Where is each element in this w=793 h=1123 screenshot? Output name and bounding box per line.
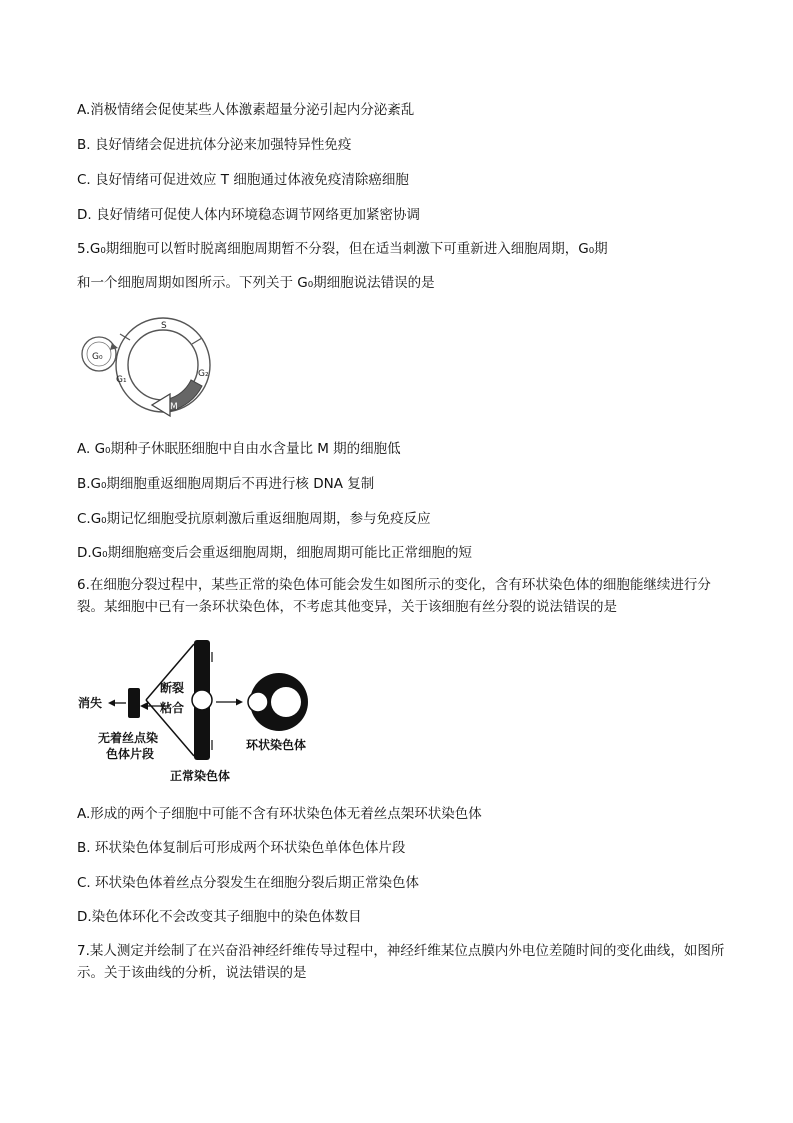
- q4-option-d: D. 良好情绪可促使人体内环境稳态调节网络更加紧密协调: [77, 207, 420, 223]
- q6-stem: 6.在细胞分裂过程中，某些正常的染色体可能会发生如图所示的变化，含有环状染色体的细胞能继续进行分裂。某细胞中已有一条环状染色体，不考虑其他变异，关于该细胞有丝分裂的说法错误的是: [77, 577, 711, 615]
- centromere: [192, 690, 212, 710]
- arrow-to-fragment-head: [140, 702, 148, 710]
- q6-option-c: C. 环状染色体着丝点分裂发生在细胞分裂后期正常染色体: [77, 875, 420, 891]
- label-m: M: [170, 402, 178, 412]
- ring-chromosome-figure: [74, 632, 334, 792]
- q5-stem-line1: 5.G₀期细胞可以暂时脱离细胞周期暂不分裂，但在适当刺激下可重新进入细胞周期，G₀期: [77, 241, 608, 257]
- q5-option-d: D.G₀期细胞癌变后会重返细胞周期，细胞周期可能比正常细胞的短: [77, 545, 473, 561]
- ring-chromosome-hole: [271, 687, 301, 717]
- q4-option-c: C. 良好情绪可促进效应 T 细胞通过体液免疫清除癌细胞: [77, 172, 409, 188]
- cycle-arrowhead: [152, 394, 170, 416]
- s-g1-divider: [120, 334, 130, 340]
- ring-centromere: [248, 692, 268, 712]
- q5-option-b: B.G₀期细胞重返细胞周期后不再进行核 DNA 复制: [77, 476, 375, 492]
- label-disappear: 消失: [78, 696, 103, 710]
- q5-stem-line2: 和一个细胞周期如图所示。下列关于 G₀期细胞说法错误的是: [77, 275, 435, 291]
- q5-option-c: C.G₀期记忆细胞受抗原刺激后重返细胞周期，参与免疫反应: [77, 511, 431, 527]
- cell-cycle-figure: [74, 308, 224, 420]
- g0-arrow: [110, 343, 118, 350]
- q6-option-d: D.染色体环化不会改变其子细胞中的染色体数目: [77, 909, 362, 925]
- label-g1: G₁: [116, 375, 127, 385]
- label-g2: G₂: [198, 369, 209, 379]
- q6-option-b: B. 环状染色体复制后可形成两个环状染色单体色体片段: [77, 840, 406, 856]
- q4-option-a: A.消极情绪会促使某些人体激素超量分泌引起内分泌紊乱: [77, 102, 415, 118]
- q6-option-a: A.形成的两个子细胞中可能不含有环状染色体无着丝点架环状染色体: [77, 806, 482, 822]
- label-g0: G₀: [92, 352, 103, 362]
- acentric-fragment: [128, 688, 140, 718]
- arrow-to-ring-head: [236, 699, 243, 706]
- arrow-to-disappear-head: [108, 700, 115, 707]
- label-normal-chromosome: 正常染色体: [170, 769, 231, 783]
- label-ring-chromosome: 环状染色体: [246, 738, 307, 752]
- q5-option-a: A. G₀期种子休眠胚细胞中自由水含量比 M 期的细胞低: [77, 441, 401, 457]
- q4-option-b: B. 良好情绪会促进抗体分泌来加强特异性免疫: [77, 137, 352, 153]
- q7-stem: 7.某人测定并绘制了在兴奋沿神经纤维传导过程中，神经纤维某位点膜内外电位差随时间的变化曲线，如图所示。关于该曲线的分析，说法错误的是: [77, 943, 725, 981]
- label-s: S: [161, 321, 167, 331]
- s-g2-divider: [192, 338, 202, 344]
- label-fuse: 粘合: [160, 701, 185, 715]
- label-fragment-line1: 无着丝点染: [98, 731, 159, 745]
- label-fragment-line2: 色体片段: [106, 747, 155, 761]
- label-break: 断裂: [160, 681, 185, 695]
